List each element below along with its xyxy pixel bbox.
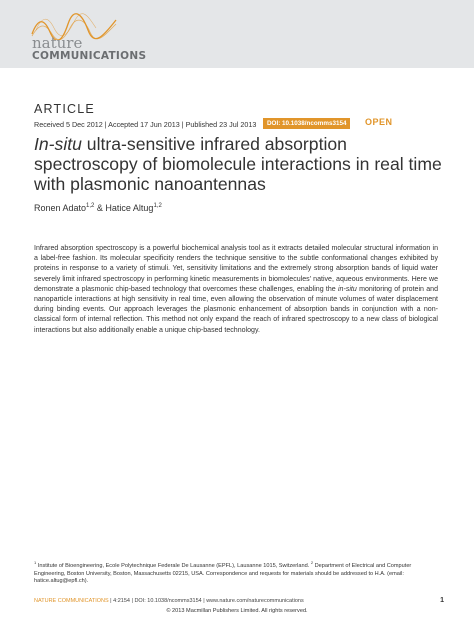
- author-affiliation: 1,2: [86, 203, 95, 209]
- title-text: ultra-sensitive infrared absorption spectroscopy of biomolecule interactions in real time with plasmonic nanoantennas: [34, 134, 442, 194]
- doi-badge[interactable]: DOI: 10.1038/ncomms3154: [263, 118, 350, 129]
- footnote-text: Institute of Bioengineering, Ecole Polytechnique Federale De Lausanne (EPFL), Lausanne 1015, Switzerland.: [36, 562, 311, 569]
- page-footer: [34, 598, 444, 608]
- author-list: [34, 203, 162, 213]
- abstract-text: monitoring of protein and nanoparticle interactions at high sensitivity in real time, even allowing the observation of minute volumes of water displacement during binding events. Our approach leverages the plasmonic enhancement of absorption bands in conjunction with a non-classical form of internal reflection. This method not only expand the reach of infrared spectroscopy to a new class of biological interactions but also additionally enable a unique chip-based technology.: [34, 285, 438, 334]
- abstract: [34, 244, 438, 336]
- open-access-label: OPEN: [365, 117, 393, 127]
- affiliations-footnote: [34, 559, 444, 586]
- footnote-marker: 2: [310, 560, 314, 565]
- author-name[interactable]: & Hatice Altug: [94, 203, 154, 213]
- article-dates: Received 5 Dec 2012 | Accepted 17 Jun 2013 | Published 23 Jul 2013: [34, 120, 257, 129]
- nature-communications-logo[interactable]: [30, 12, 170, 64]
- footnote-text[interactable]: Department of Electrical and Computer Engineering, Boston University, Boston, Massachusetts 02215, USA. Correspondence and requests for materials should be addressed to H.A. (email: hatice.altug@epfl.ch).: [34, 562, 412, 585]
- title-italic: In-situ: [34, 134, 82, 154]
- article-title: [34, 134, 454, 194]
- journal-name: NATURE COMMUNICATIONS: [34, 598, 109, 604]
- author-name[interactable]: Ronen Adato: [34, 203, 87, 213]
- abstract-text: Infrared absorption spectroscopy is a powerful biochemical analysis tool as it extracts detailed molecular structural information in a label-free fashion. Its molecular specificity renders the technique sensitive to the subtle conformational changes exhibited by proteins in response to a variety of stimuli. Yet, sensitivity limitations and the extremely strong absorption bands of liquid water severely limit infrared spectroscopy in performing kinetic measurements in biomolecules' native, aqueous environments. Here we demonstrate a plasmonic chip-based technology that overcomes these challenges, enabling the: [34, 245, 438, 293]
- logo-nature-text: nature: [32, 34, 83, 52]
- page-number: 1: [440, 597, 444, 604]
- logo-communications-text: COMMUNICATIONS: [32, 50, 147, 62]
- author-affiliation: 1,2: [153, 203, 162, 209]
- journal-header: [0, 0, 474, 68]
- journal-ref-text: | 4:2154 | DOI: 10.1038/ncomms3154 | www.nature.com/naturecommunications: [108, 598, 304, 604]
- abstract-italic: in-situ: [337, 285, 357, 293]
- copyright-notice: © 2013 Macmillan Publishers Limited. All rights reserved.: [166, 608, 308, 614]
- article-type-label: ARTICLE: [34, 102, 95, 116]
- footnote-marker: 1: [34, 560, 37, 565]
- journal-reference[interactable]: [34, 598, 304, 604]
